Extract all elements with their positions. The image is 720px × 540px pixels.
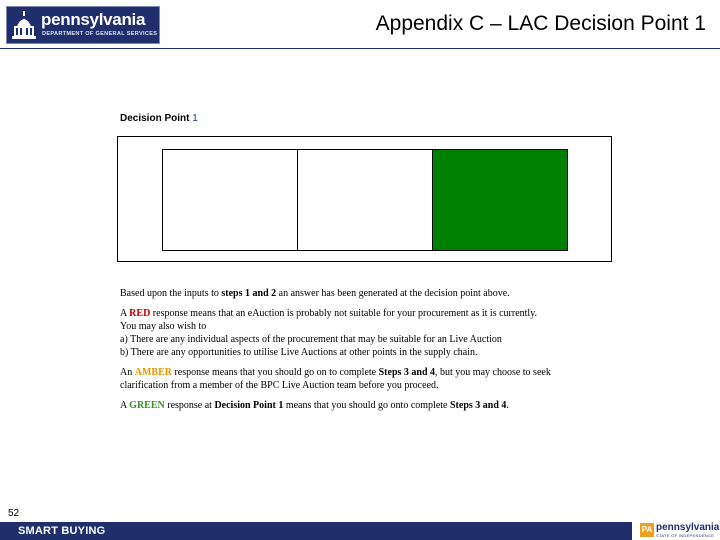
decision-point-heading-number: 1 xyxy=(192,113,198,124)
red-word: RED xyxy=(129,308,151,319)
green-pre: A xyxy=(120,400,130,411)
green-light-box xyxy=(432,149,568,251)
red-line-4: b) There are any opportunities to utilise Live Auctions at other points in the supply chain. xyxy=(120,347,478,358)
capitol-icon xyxy=(11,10,37,40)
explanation-text xyxy=(120,287,600,419)
slide-header xyxy=(0,0,720,49)
intro-steps: steps 1 and 2 xyxy=(221,288,277,299)
page-number: 52 xyxy=(8,508,20,519)
green-mid2: means that you should go onto complete xyxy=(283,400,450,411)
pa-badge-icon: PA xyxy=(640,523,654,537)
amber-post: , but you may choose to seek xyxy=(435,367,551,378)
amber-paragraph xyxy=(120,366,600,392)
red-pre: A xyxy=(120,308,130,319)
dgs-logo xyxy=(6,6,160,44)
intro-post: an answer has been generated at the decision point above. xyxy=(276,288,510,299)
pa-logo-tagline: STATE OF INDEPENDENCE xyxy=(656,533,715,538)
red-line-1 xyxy=(120,307,600,320)
footer-label: SMART BUYING xyxy=(18,525,106,537)
amber-line-2: clarification from a member of the BPC Live Auction team before you proceed. xyxy=(120,380,439,391)
green-mid: response at xyxy=(164,400,215,411)
logo-department: DEPARTMENT OF GENERAL SERVICES xyxy=(42,31,158,37)
logo-name: pennsylvania xyxy=(41,10,146,29)
red-light-box xyxy=(162,149,298,251)
pa-logo-name: pennsylvania xyxy=(656,522,720,533)
slide-footer xyxy=(0,522,720,540)
amber-mid: response means that you should go on to complete xyxy=(171,367,379,378)
red-line-2: You may also wish to xyxy=(120,321,207,332)
amber-steps: Steps 3 and 4 xyxy=(378,367,436,378)
green-post: . xyxy=(506,400,509,411)
footer-bar xyxy=(0,522,632,540)
amber-pre: An xyxy=(120,367,135,378)
amber-word: AMBER xyxy=(134,367,172,378)
amber-light-box xyxy=(297,149,433,251)
decision-point-heading-text: Decision Point xyxy=(120,113,190,124)
amber-line-1 xyxy=(120,366,600,379)
decision-point-heading xyxy=(120,113,198,124)
green-word: GREEN xyxy=(129,400,165,411)
red-paragraph xyxy=(120,307,600,359)
slide-title: Appendix C – LAC Decision Point 1 xyxy=(375,12,706,35)
intro-paragraph xyxy=(120,287,600,300)
red-post: response means that an eAuction is probably not suitable for your procurement as it is currently. xyxy=(150,308,538,319)
green-steps: Steps 3 and 4 xyxy=(449,400,507,411)
green-paragraph xyxy=(120,399,600,412)
pa-logo xyxy=(640,522,720,540)
green-decision-point: Decision Point 1 xyxy=(214,400,284,411)
red-line-3: a) There are any individual aspects of the procurement that may be suitable for an Live Auction xyxy=(120,334,502,345)
intro-pre: Based upon the inputs to xyxy=(120,288,222,299)
